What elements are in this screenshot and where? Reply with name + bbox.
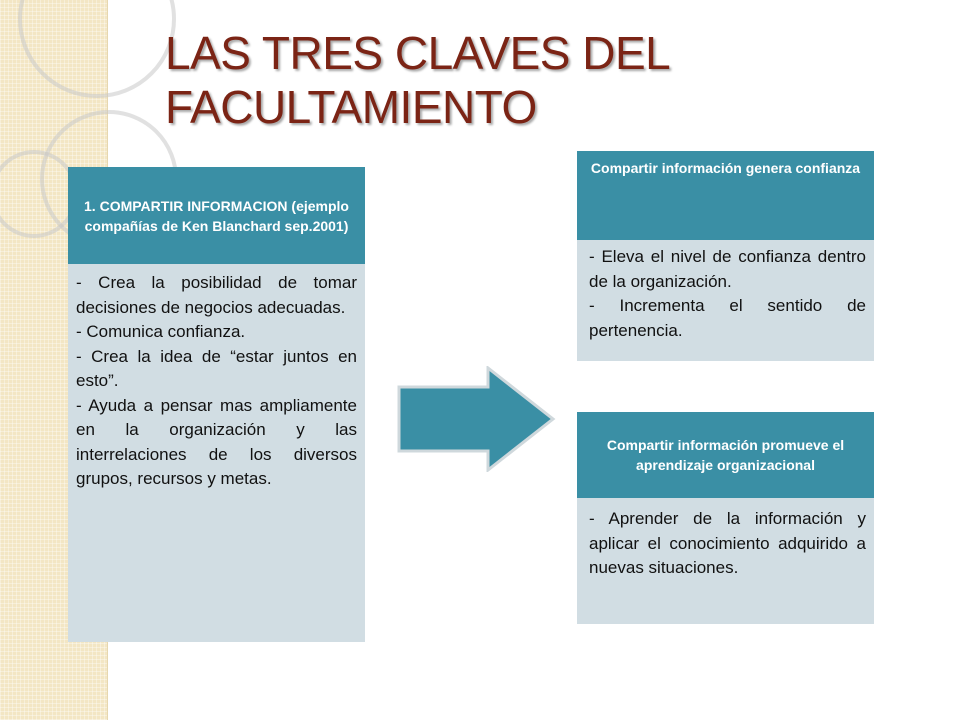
list-item: - Crea la idea de “estar juntos en esto”. <box>76 346 357 390</box>
list-item: - Ayuda a pensar mas ampliamente en la organización y las interrelaciones de los diversos grupos, recursos y metas. <box>76 395 357 488</box>
right-top-info-box <box>577 151 874 361</box>
list-item: - Comunica confianza. <box>76 322 246 341</box>
right-bottom-box-body <box>577 498 874 624</box>
left-info-box <box>68 167 365 642</box>
right-top-box-body <box>577 240 874 361</box>
list-item: - Incrementa el sentido de pertenencia. <box>589 296 866 340</box>
right-arrow-icon <box>397 366 557 472</box>
list-item: - Crea la posibilidad de tomar decisiones de negocios adecuadas. <box>76 273 357 317</box>
list-item: - Eleva el nivel de confianza dentro de la organización. <box>589 247 866 291</box>
slide-title: LAS TRES CLAVES DEL FACULTAMIENTO <box>165 27 669 133</box>
right-bottom-box-heading: Compartir información promueve el aprendizaje organizacional <box>577 412 874 498</box>
right-bottom-info-box <box>577 412 874 624</box>
left-box-heading: 1. COMPARTIR INFORMACION (ejemplo compañías de Ken Blanchard sep.2001) <box>68 167 365 264</box>
list-item: - Aprender de la información y aplicar el conocimiento adquirido a nuevas situaciones. <box>589 509 866 577</box>
right-top-box-heading: Compartir información genera confianza <box>577 151 874 240</box>
left-box-body <box>68 264 365 642</box>
